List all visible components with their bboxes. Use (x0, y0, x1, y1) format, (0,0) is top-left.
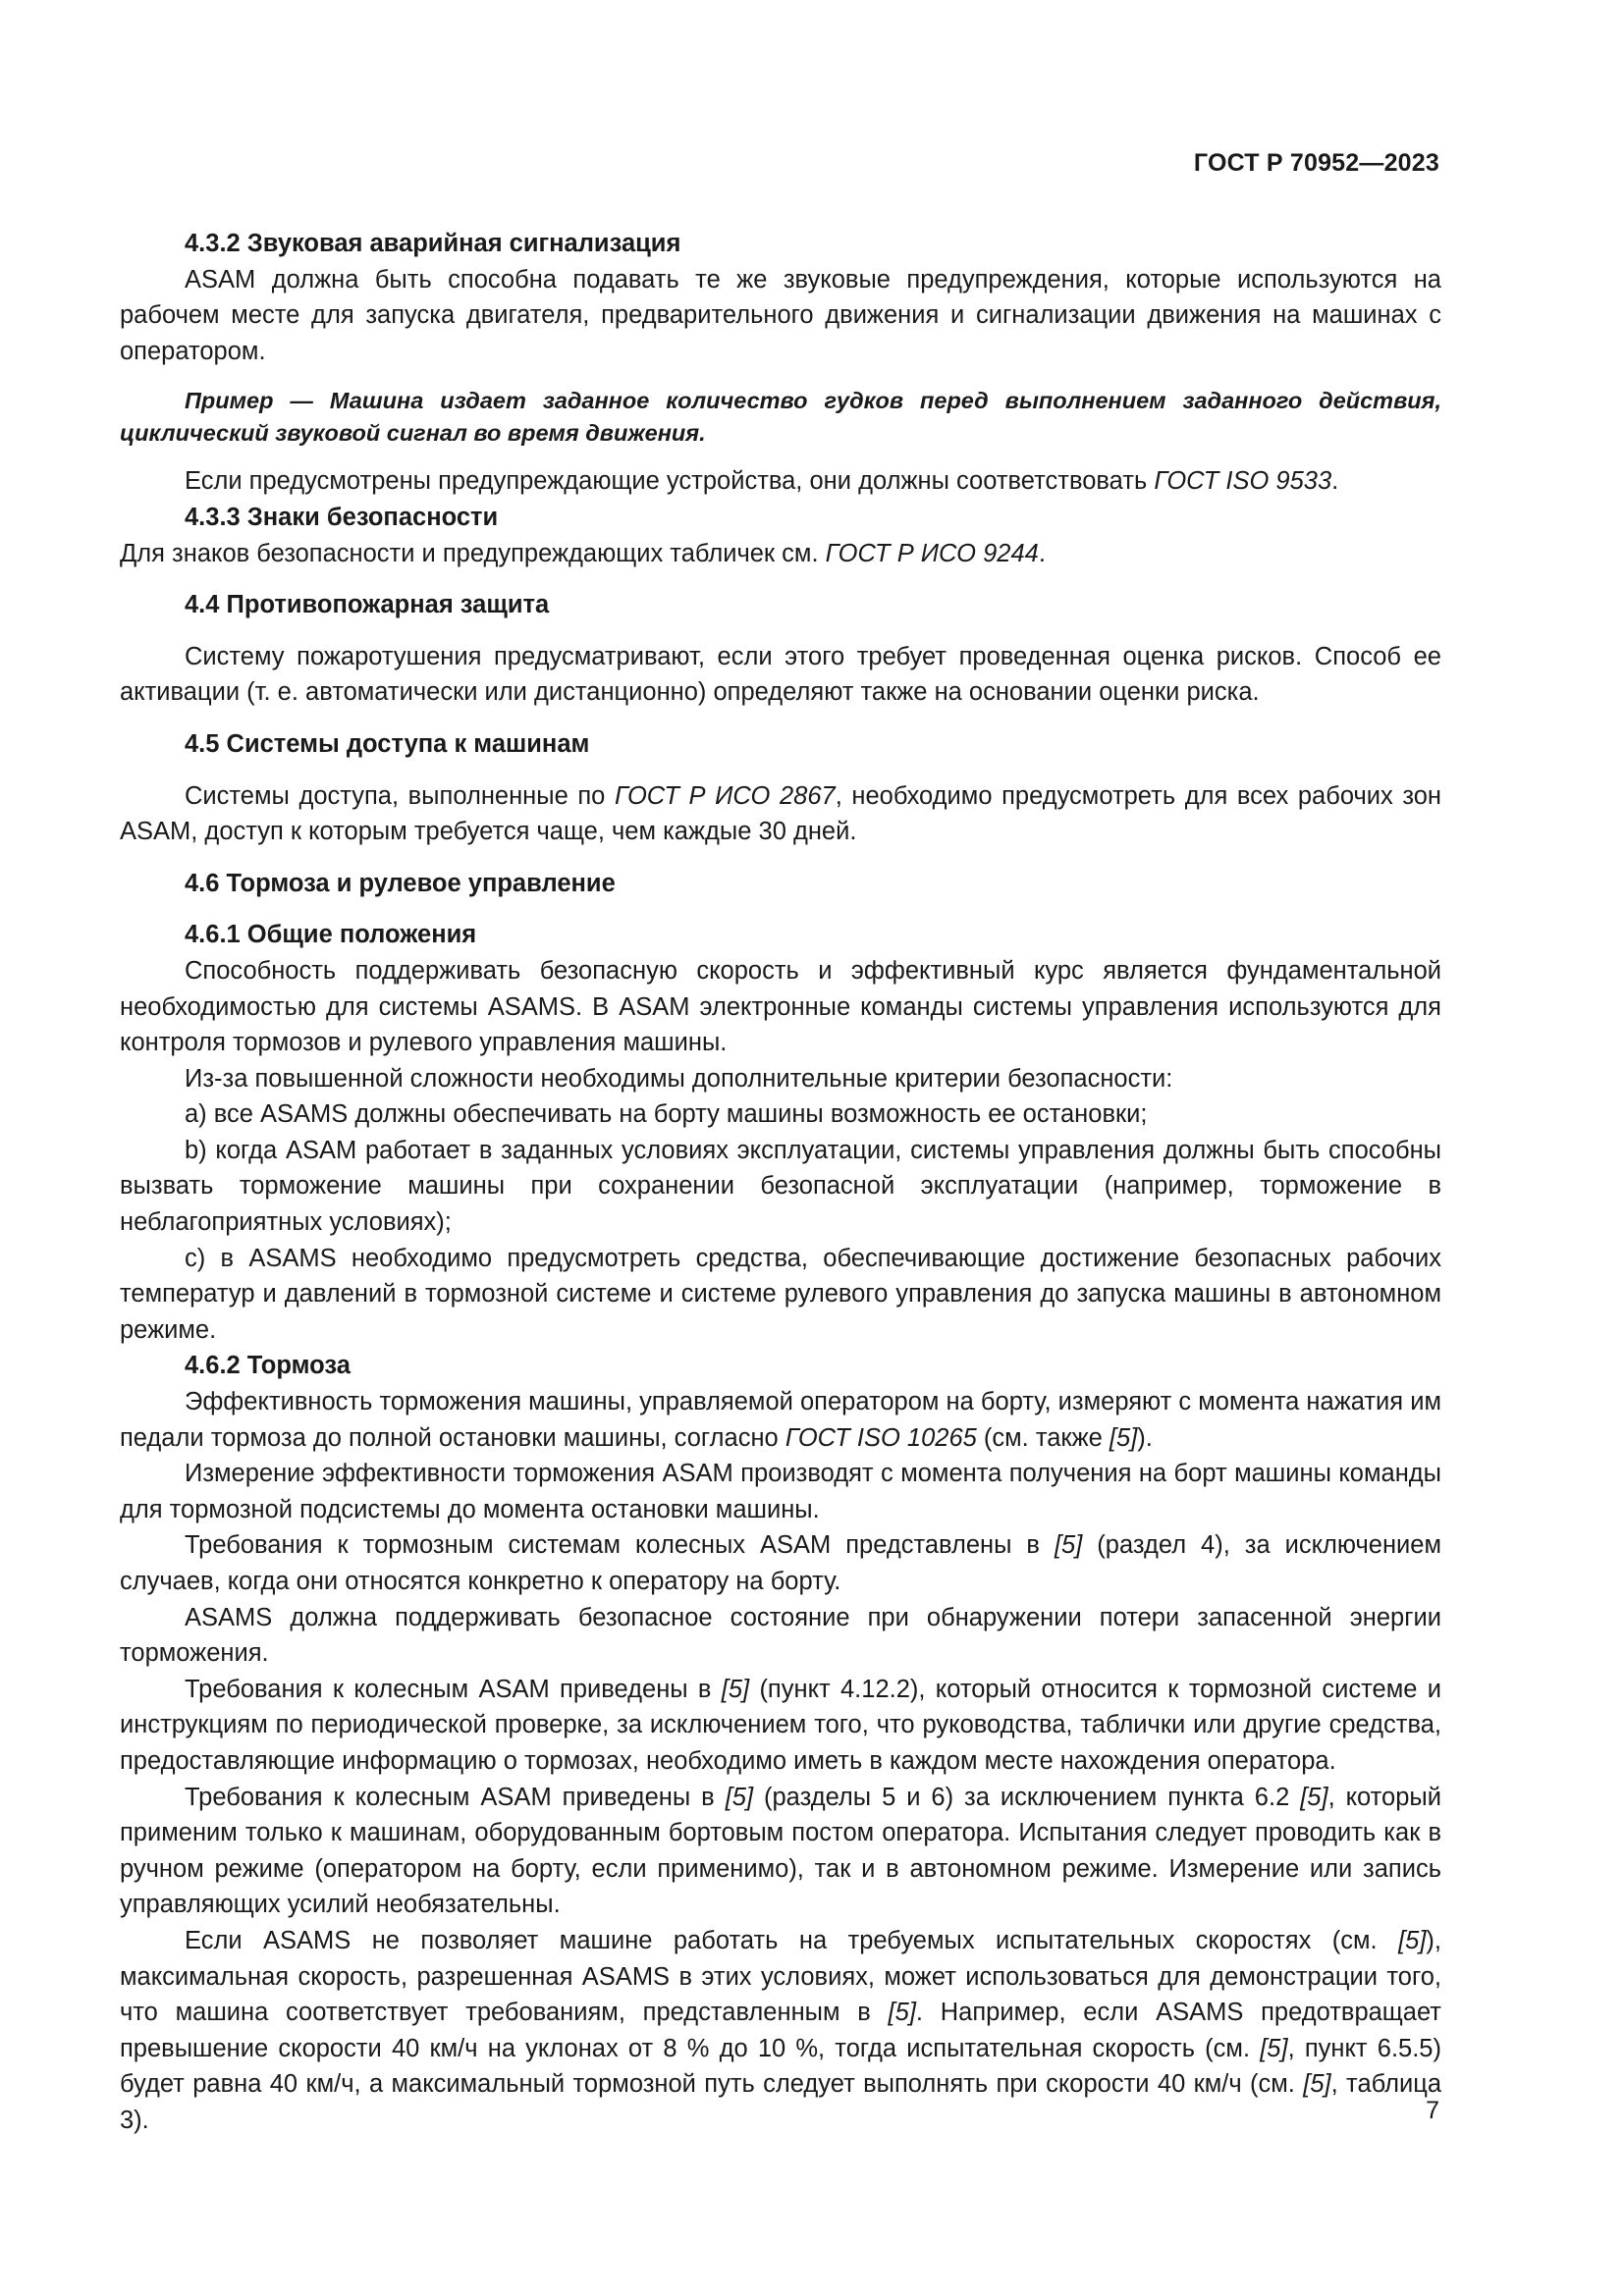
reference-link: [5] (888, 1999, 916, 2027)
reference-link: ГОСТ ISO 10265 (785, 1423, 977, 1452)
paragraph: ASAM должна быть способна подавать те же звуковые предупреждения, которые используются на рабочем месте для запуска двигателя, предварительного движения и сигнализации движения на машинах с оператором. (120, 265, 1441, 365)
paragraph: Систему пожаротушения предусматривают, если этого требует проведенная оценка рисков. Способ ее активации (т. е. автоматически или дистанционно) определяют также на основании оценки риска. (120, 642, 1441, 707)
text-run: Если ASAMS не позволяет машине работать на требуемых испытательных скоростях (см. (185, 1926, 1399, 1954)
reference-link: [5] (1109, 1423, 1138, 1452)
paragraph (120, 1672, 1441, 1780)
reference-link: [5] (1260, 2034, 1288, 2062)
reference-link: ГОСТ Р ИСО 2867 (614, 781, 836, 810)
text-run: Если предусмотрены предупреждающие устройства, они должны соответствовать (185, 467, 1155, 496)
list-item-c: c) в ASAMS необходимо предусмотреть средства, обеспечивающие достижение безопасных рабочих температур и давлений в тормозной системе и системе рулевого управления до запуска машины в автономном режиме. (120, 1244, 1441, 1344)
text-run: ), максимальная скорость, разрешенная ASAMS в этих условиях, может использоваться для демонстрации того, что машина соответствует требованиям, представленным в (120, 1926, 1441, 2027)
paragraph (120, 463, 1441, 500)
section-title-4-5: 4.5 Системы доступа к машинам (185, 729, 590, 758)
document-header: ГОСТ Р 70952—2023 (1193, 149, 1439, 177)
reference-link: ГОСТ ISO 9533 (1154, 467, 1332, 496)
reference-link: [5] (1300, 1783, 1328, 1811)
reference-link: [5] (721, 1675, 750, 1703)
text-run: Эффективность торможения машины, управляемой оператором на борту, измеряют с момента нажатия им педали тормоза до полной остановки машины, согласно (120, 1388, 1441, 1452)
reference-link: [5] (1303, 2070, 1331, 2099)
paragraph: Измерение эффективности торможения ASAM производят с момента получения на борт машины команды для тормозной подсистемы до момента остановки машины. (120, 1460, 1441, 1523)
reference-link: [5] (725, 1783, 754, 1811)
reference-link: ГОСТ Р ИСО 9244 (825, 539, 1039, 567)
page-number: 7 (1426, 2097, 1439, 2124)
section-title-4-3-3: 4.3.3 Знаки безопасности (185, 503, 499, 531)
text-run: (разделы 5 и 6) за исключением пункта 6.2 (753, 1783, 1301, 1811)
text-run: Требования к тормозным системам колесных ASAM представлены в (185, 1531, 1055, 1560)
text-run: , необходимо предусмотреть для всех рабочих зон ASAM, доступ к которым требуется чаще, чем каждые 30 дней. (120, 781, 1441, 846)
paragraph: Способность поддерживать безопасную скорость и эффективный курс является фундаментальной необходимостью для системы ASAMS. В ASAM электронные команды системы управления используются для контроля тормозов и рулевого управления машины. (120, 956, 1441, 1057)
text-run: , таблица 3). (120, 2070, 1441, 2134)
paragraph (120, 1780, 1441, 1923)
reference-link: [5] (1054, 1531, 1083, 1560)
text-run: (см. также (976, 1423, 1110, 1452)
example-note: Пример — Машина издает заданное количество гудков перед выполнением заданного действия, циклический звуковой сигнал во время движения. (120, 388, 1441, 447)
text-run: , пункт 6.5.5) будет равна 40 км/ч, а максимальный тормозной путь следует выполнять при скорости 40 км/ч (см. (120, 2034, 1441, 2099)
section-title-4-3-2: 4.3.2 Звуковая аварийная сигнализация (185, 230, 681, 257)
text-run: . (1331, 467, 1339, 496)
text-run: Для знаков безопасности и предупреждающих табличек см. (120, 539, 826, 567)
section-title-4-6-1: 4.6.1 Общие положения (185, 921, 477, 949)
text-run: , который применим только к машинам, оборудованным бортовым постом оператора. Испытания следует проводить как в ручном режиме (оператором на борту, если применимо), так и в автономном режиме. Измерение или запись управляющих усилий необязательны. (120, 1783, 1441, 1919)
text-run: Требования к колесным ASAM приведены в (185, 1783, 726, 1811)
paragraph (120, 1923, 1441, 2139)
section-title-4-6-2: 4.6.2 Тормоза (185, 1352, 351, 1380)
document-body (120, 226, 1441, 2139)
text-run: (раздел 4), за исключением случаев, когда они относятся конкретно к оператору на борту. (120, 1531, 1441, 1595)
paragraph: Из-за повышенной сложности необходимы дополнительные критерии безопасности: (185, 1064, 1173, 1093)
list-item-b: b) когда ASAM работает в заданных условиях эксплуатации, системы управления должны быть способны вызвать торможение машины при сохранении безопасной эксплуатации (например, торможение в неблагоприятных условиях); (120, 1136, 1441, 1237)
text-run: . Например, если ASAMS предотвращает превышение скорости 40 км/ч на уклонах от 8 % до 10 %, тогда испытательная скорость (см. (120, 1999, 1441, 2062)
paragraph: ASAMS должна поддерживать безопасное состояние при обнаружении потери запасенной энергии торможения. (120, 1603, 1441, 1668)
section-title-4-6: 4.6 Тормоза и рулевое управление (185, 869, 616, 897)
list-item-a: a) все ASAMS должны обеспечивать на борту машины возможность ее остановки; (185, 1100, 1148, 1129)
text-run: . (1038, 539, 1046, 567)
paragraph (120, 1384, 1441, 1456)
text-run: Требования к колесным ASAM приведены в (185, 1675, 722, 1703)
section-title-4-4: 4.4 Противопожарная защита (185, 591, 550, 619)
text-run: ). (1137, 1423, 1153, 1452)
paragraph (120, 1527, 1441, 1599)
text-run: (пункт 4.12.2), который относится к тормозной системе и инструкциям по периодической проверке, за исключением того, что руководства, таблички или другие средства, предоставляющие информацию о тормозах, необходимо иметь в каждом месте нахождения оператора. (120, 1675, 1441, 1775)
paragraph (120, 778, 1441, 850)
text-run: Системы доступа, выполненные по (185, 781, 615, 810)
reference-link: [5] (1398, 1926, 1427, 1954)
paragraph (120, 536, 1441, 572)
